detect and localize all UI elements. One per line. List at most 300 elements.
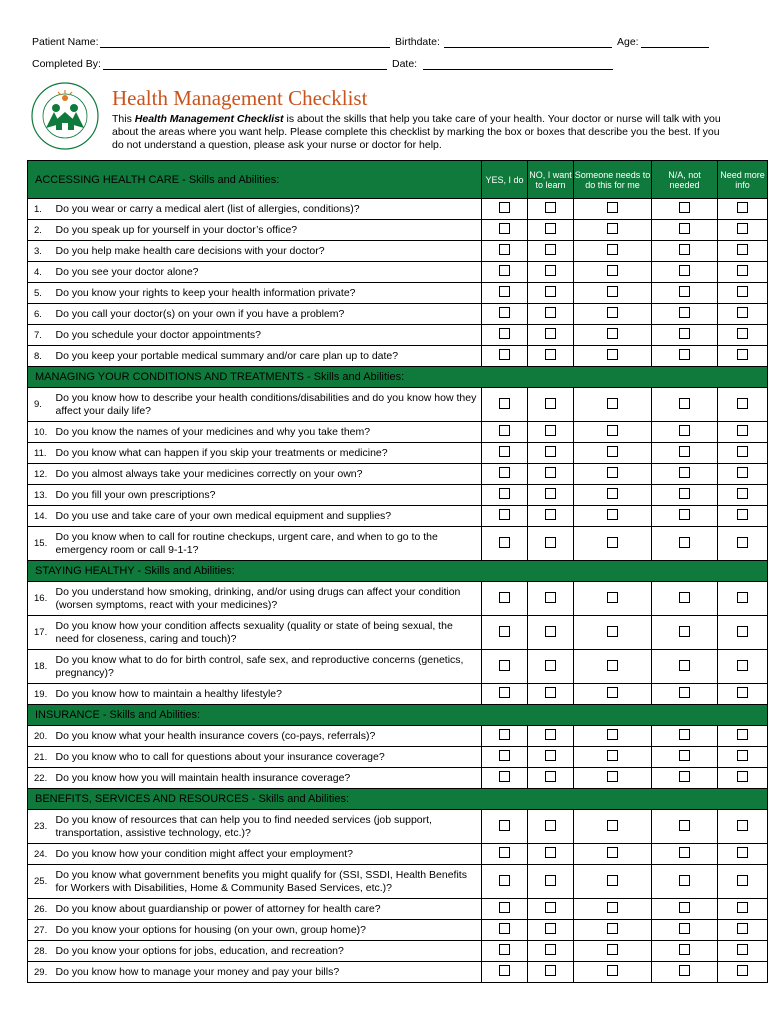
question-text: Do you use and take care of your own medical equipment and supplies? xyxy=(52,506,482,527)
answer-checkbox[interactable] xyxy=(737,425,748,436)
answer-checkbox[interactable] xyxy=(545,349,556,360)
question-number: 1. xyxy=(28,199,52,220)
answer-checkbox[interactable] xyxy=(607,509,618,520)
question-number: 15. xyxy=(28,527,52,561)
checkbox-cell xyxy=(718,582,768,616)
answer-checkbox[interactable] xyxy=(545,820,556,831)
question-text: Do you know your options for jobs, education, and recreation? xyxy=(52,941,482,962)
checkbox-cell xyxy=(718,650,768,684)
completed-by-field[interactable] xyxy=(103,69,387,70)
answer-checkbox[interactable] xyxy=(499,875,510,886)
question-text: Do you almost always take your medicines correctly on your own? xyxy=(52,464,482,485)
checkbox-cell xyxy=(574,616,652,650)
patient-name-label: Patient Name: xyxy=(32,36,99,48)
checkbox-cell xyxy=(718,422,768,443)
question-text: Do you know of resources that can help you to find needed services (job support, transportation, assistive technology, etc.)? xyxy=(52,810,482,844)
checkbox-cell xyxy=(528,865,574,899)
answer-checkbox[interactable] xyxy=(737,446,748,457)
checkbox-cell xyxy=(652,220,718,241)
question-row xyxy=(28,747,768,768)
checkbox-cell xyxy=(574,684,652,705)
answer-checkbox[interactable] xyxy=(607,425,618,436)
question-number: 9. xyxy=(28,388,52,422)
question-row xyxy=(28,283,768,304)
question-row xyxy=(28,443,768,464)
question-text: Do you know how you will maintain health insurance coverage? xyxy=(52,768,482,789)
checkbox-cell xyxy=(482,506,528,527)
checkbox-cell xyxy=(574,346,652,367)
question-number: 27. xyxy=(28,920,52,941)
checkbox-cell xyxy=(718,199,768,220)
question-number: 3. xyxy=(28,241,52,262)
checkbox-cell xyxy=(652,443,718,464)
answer-checkbox[interactable] xyxy=(499,687,510,698)
yes-column-header: YES, I do xyxy=(482,161,528,199)
answer-checkbox[interactable] xyxy=(499,537,510,548)
answer-checkbox[interactable] xyxy=(737,750,748,761)
answer-checkbox[interactable] xyxy=(737,687,748,698)
checkbox-cell xyxy=(574,941,652,962)
question-row xyxy=(28,616,768,650)
answer-checkbox[interactable] xyxy=(607,771,618,782)
answer-checkbox[interactable] xyxy=(679,328,690,339)
checkbox-cell xyxy=(574,899,652,920)
answer-checkbox[interactable] xyxy=(499,965,510,976)
question-row xyxy=(28,920,768,941)
answer-checkbox[interactable] xyxy=(737,902,748,913)
answer-checkbox[interactable] xyxy=(737,349,748,360)
answer-checkbox[interactable] xyxy=(679,750,690,761)
checkbox-cell xyxy=(482,768,528,789)
answer-checkbox[interactable] xyxy=(545,223,556,234)
answer-checkbox[interactable] xyxy=(607,847,618,858)
question-row xyxy=(28,346,768,367)
checkbox-cell xyxy=(574,650,652,684)
answer-checkbox[interactable] xyxy=(545,286,556,297)
answer-checkbox[interactable] xyxy=(545,244,556,255)
answer-checkbox[interactable] xyxy=(607,537,618,548)
answer-checkbox[interactable] xyxy=(737,944,748,955)
answer-checkbox[interactable] xyxy=(679,923,690,934)
answer-checkbox[interactable] xyxy=(499,660,510,671)
section-title: BENEFITS, SERVICES AND RESOURCES - Skills and Abilities: xyxy=(28,789,768,810)
question-text: Do you know what can happen if you skip your treatments or medicine? xyxy=(52,443,482,464)
answer-checkbox[interactable] xyxy=(607,902,618,913)
answer-checkbox[interactable] xyxy=(499,265,510,276)
answer-checkbox[interactable] xyxy=(607,750,618,761)
question-row xyxy=(28,527,768,561)
checkbox-cell xyxy=(482,485,528,506)
answer-checkbox[interactable] xyxy=(545,965,556,976)
checkbox-cell xyxy=(528,220,574,241)
answer-checkbox[interactable] xyxy=(499,509,510,520)
answer-checkbox[interactable] xyxy=(545,509,556,520)
answer-checkbox[interactable] xyxy=(607,729,618,740)
checkbox-cell xyxy=(574,304,652,325)
question-text: Do you know about guardianship or power of attorney for health care? xyxy=(52,899,482,920)
checkbox-cell xyxy=(574,920,652,941)
question-row xyxy=(28,865,768,899)
checkbox-cell xyxy=(528,747,574,768)
answer-checkbox[interactable] xyxy=(679,820,690,831)
answer-checkbox[interactable] xyxy=(607,286,618,297)
checkbox-cell xyxy=(718,304,768,325)
section-title: INSURANCE - Skills and Abilities: xyxy=(28,705,768,726)
answer-checkbox[interactable] xyxy=(679,265,690,276)
answer-checkbox[interactable] xyxy=(679,944,690,955)
checkbox-cell xyxy=(574,726,652,747)
answer-checkbox[interactable] xyxy=(499,729,510,740)
checkbox-cell xyxy=(482,220,528,241)
section-header-row xyxy=(28,789,768,810)
question-number: 5. xyxy=(28,283,52,304)
date-label: Date: xyxy=(392,58,418,70)
question-row xyxy=(28,304,768,325)
checkbox-cell xyxy=(482,844,528,865)
answer-checkbox[interactable] xyxy=(679,592,690,603)
checkbox-cell xyxy=(482,962,528,983)
section-header-row xyxy=(28,161,768,199)
checkbox-cell xyxy=(482,262,528,283)
answer-checkbox[interactable] xyxy=(737,771,748,782)
checkbox-cell xyxy=(574,443,652,464)
checkbox-cell xyxy=(574,325,652,346)
answer-checkbox[interactable] xyxy=(545,398,556,409)
question-number: 26. xyxy=(28,899,52,920)
checkbox-cell xyxy=(528,346,574,367)
answer-checkbox[interactable] xyxy=(679,875,690,886)
checkbox-cell xyxy=(652,506,718,527)
checkbox-cell xyxy=(574,844,652,865)
checkbox-cell xyxy=(652,941,718,962)
answer-checkbox[interactable] xyxy=(607,446,618,457)
checkbox-cell xyxy=(528,388,574,422)
checklist-table xyxy=(27,160,768,983)
answer-checkbox[interactable] xyxy=(607,820,618,831)
question-row xyxy=(28,582,768,616)
age-label: Age: xyxy=(617,36,639,48)
answer-checkbox[interactable] xyxy=(499,446,510,457)
question-row xyxy=(28,650,768,684)
answer-checkbox[interactable] xyxy=(679,446,690,457)
answer-checkbox[interactable] xyxy=(545,265,556,276)
checkbox-cell xyxy=(528,304,574,325)
question-row xyxy=(28,506,768,527)
answer-checkbox[interactable] xyxy=(607,965,618,976)
checkbox-cell xyxy=(574,388,652,422)
answer-checkbox[interactable] xyxy=(545,902,556,913)
answer-checkbox[interactable] xyxy=(679,626,690,637)
checkbox-cell xyxy=(718,810,768,844)
checkbox-cell xyxy=(652,485,718,506)
question-number: 14. xyxy=(28,506,52,527)
answer-checkbox[interactable] xyxy=(607,944,618,955)
answer-checkbox[interactable] xyxy=(737,537,748,548)
answer-checkbox[interactable] xyxy=(607,307,618,318)
answer-checkbox[interactable] xyxy=(499,307,510,318)
answer-checkbox[interactable] xyxy=(499,626,510,637)
answer-checkbox[interactable] xyxy=(545,687,556,698)
question-number: 11. xyxy=(28,443,52,464)
answer-checkbox[interactable] xyxy=(499,223,510,234)
answer-checkbox[interactable] xyxy=(679,223,690,234)
question-text: Do you wear or carry a medical alert (list of allergies, conditions)? xyxy=(52,199,482,220)
answer-checkbox[interactable] xyxy=(679,425,690,436)
answer-checkbox[interactable] xyxy=(737,592,748,603)
answer-checkbox[interactable] xyxy=(545,944,556,955)
answer-checkbox[interactable] xyxy=(679,902,690,913)
checkbox-cell xyxy=(652,527,718,561)
answer-checkbox[interactable] xyxy=(679,467,690,478)
question-row xyxy=(28,388,768,422)
answer-checkbox[interactable] xyxy=(737,660,748,671)
answer-checkbox[interactable] xyxy=(737,328,748,339)
answer-checkbox[interactable] xyxy=(545,537,556,548)
answer-checkbox[interactable] xyxy=(545,847,556,858)
answer-checkbox[interactable] xyxy=(499,202,510,213)
patient-name-field[interactable] xyxy=(100,47,390,48)
checkbox-cell xyxy=(652,899,718,920)
checkbox-cell xyxy=(574,199,652,220)
answer-checkbox[interactable] xyxy=(545,488,556,499)
answer-checkbox[interactable] xyxy=(545,202,556,213)
answer-checkbox[interactable] xyxy=(737,729,748,740)
answer-checkbox[interactable] xyxy=(499,328,510,339)
checkbox-cell xyxy=(574,810,652,844)
answer-checkbox[interactable] xyxy=(607,592,618,603)
checkbox-cell xyxy=(528,506,574,527)
answer-checkbox[interactable] xyxy=(737,820,748,831)
answer-checkbox[interactable] xyxy=(679,509,690,520)
section-title: MANAGING YOUR CONDITIONS AND TREATMENTS - Skills and Abilities: xyxy=(28,367,768,388)
answer-checkbox[interactable] xyxy=(737,488,748,499)
checkbox-cell xyxy=(652,422,718,443)
checkbox-cell xyxy=(652,747,718,768)
answer-checkbox[interactable] xyxy=(607,467,618,478)
checkbox-cell xyxy=(528,485,574,506)
checkbox-cell xyxy=(528,527,574,561)
answer-checkbox[interactable] xyxy=(679,286,690,297)
checkbox-cell xyxy=(482,684,528,705)
answer-checkbox[interactable] xyxy=(679,202,690,213)
answer-checkbox[interactable] xyxy=(737,965,748,976)
answer-checkbox[interactable] xyxy=(679,398,690,409)
answer-checkbox[interactable] xyxy=(679,771,690,782)
checkbox-cell xyxy=(652,844,718,865)
answer-checkbox[interactable] xyxy=(499,286,510,297)
answer-checkbox[interactable] xyxy=(545,750,556,761)
question-row xyxy=(28,262,768,283)
checkbox-cell xyxy=(718,962,768,983)
question-row xyxy=(28,941,768,962)
checkbox-cell xyxy=(482,443,528,464)
answer-checkbox[interactable] xyxy=(545,923,556,934)
answer-checkbox[interactable] xyxy=(545,425,556,436)
question-number: 18. xyxy=(28,650,52,684)
checkbox-cell xyxy=(482,747,528,768)
question-text: Do you know what your health insurance covers (co-pays, referrals)? xyxy=(52,726,482,747)
checkbox-cell xyxy=(528,726,574,747)
answer-checkbox[interactable] xyxy=(737,467,748,478)
question-number: 24. xyxy=(28,844,52,865)
checkbox-cell xyxy=(718,844,768,865)
date-field[interactable] xyxy=(423,69,613,70)
answer-checkbox[interactable] xyxy=(607,923,618,934)
checkbox-cell xyxy=(652,464,718,485)
answer-checkbox[interactable] xyxy=(737,223,748,234)
answer-checkbox[interactable] xyxy=(737,307,748,318)
question-text: Do you keep your portable medical summary and/or care plan up to date? xyxy=(52,346,482,367)
answer-checkbox[interactable] xyxy=(607,626,618,637)
question-text: Do you fill your own prescriptions? xyxy=(52,485,482,506)
answer-checkbox[interactable] xyxy=(607,223,618,234)
answer-checkbox[interactable] xyxy=(499,592,510,603)
answer-checkbox[interactable] xyxy=(607,202,618,213)
answer-checkbox[interactable] xyxy=(499,944,510,955)
answer-checkbox[interactable] xyxy=(679,687,690,698)
checkbox-cell xyxy=(574,262,652,283)
checkbox-cell xyxy=(528,283,574,304)
checkbox-cell xyxy=(482,325,528,346)
answer-checkbox[interactable] xyxy=(499,771,510,782)
answer-checkbox[interactable] xyxy=(737,875,748,886)
answer-checkbox[interactable] xyxy=(545,467,556,478)
question-row xyxy=(28,844,768,865)
checkbox-cell xyxy=(652,920,718,941)
checkbox-cell xyxy=(718,527,768,561)
checkbox-cell xyxy=(718,616,768,650)
intro-paragraph: This Health Management Checklist is about the skills that help you take care of your health. Your doctor or nurse will talk with you about the areas where you want help. Please complete this checklist by marking the box or boxes that describe you the best. If you do not understand a question, please ask your nurse or doctor for help. xyxy=(112,113,721,151)
answer-checkbox[interactable] xyxy=(679,965,690,976)
birthdate-label: Birthdate: xyxy=(395,36,440,48)
answer-checkbox[interactable] xyxy=(737,244,748,255)
checkbox-cell xyxy=(528,941,574,962)
answer-checkbox[interactable] xyxy=(679,660,690,671)
question-text: Do you know who to call for questions about your insurance coverage? xyxy=(52,747,482,768)
answer-checkbox[interactable] xyxy=(679,847,690,858)
answer-checkbox[interactable] xyxy=(737,398,748,409)
answer-checkbox[interactable] xyxy=(607,875,618,886)
answer-checkbox[interactable] xyxy=(679,349,690,360)
checkbox-cell xyxy=(574,768,652,789)
answer-checkbox[interactable] xyxy=(545,328,556,339)
question-row xyxy=(28,325,768,346)
checkbox-cell xyxy=(528,920,574,941)
answer-checkbox[interactable] xyxy=(737,265,748,276)
answer-checkbox[interactable] xyxy=(607,687,618,698)
answer-checkbox[interactable] xyxy=(679,488,690,499)
checkbox-cell xyxy=(718,241,768,262)
answer-checkbox[interactable] xyxy=(499,398,510,409)
answer-checkbox[interactable] xyxy=(737,626,748,637)
answer-checkbox[interactable] xyxy=(499,847,510,858)
checkbox-cell xyxy=(528,199,574,220)
checkbox-cell xyxy=(652,582,718,616)
checkbox-cell xyxy=(718,443,768,464)
answer-checkbox[interactable] xyxy=(679,307,690,318)
answer-checkbox[interactable] xyxy=(545,446,556,457)
answer-checkbox[interactable] xyxy=(607,265,618,276)
answer-checkbox[interactable] xyxy=(679,537,690,548)
question-number: 16. xyxy=(28,582,52,616)
question-number: 21. xyxy=(28,747,52,768)
answer-checkbox[interactable] xyxy=(737,923,748,934)
answer-checkbox[interactable] xyxy=(499,349,510,360)
checkbox-cell xyxy=(652,684,718,705)
checkbox-cell xyxy=(482,941,528,962)
checkbox-cell xyxy=(482,283,528,304)
answer-checkbox[interactable] xyxy=(607,244,618,255)
section-header-row xyxy=(28,367,768,388)
answer-checkbox[interactable] xyxy=(607,328,618,339)
section-header-row xyxy=(28,561,768,582)
answer-checkbox[interactable] xyxy=(607,398,618,409)
checkbox-cell xyxy=(652,388,718,422)
checkbox-cell xyxy=(528,844,574,865)
checkbox-cell xyxy=(718,684,768,705)
answer-checkbox[interactable] xyxy=(545,307,556,318)
answer-checkbox[interactable] xyxy=(607,660,618,671)
answer-checkbox[interactable] xyxy=(545,660,556,671)
answer-checkbox[interactable] xyxy=(499,750,510,761)
question-row xyxy=(28,768,768,789)
answer-checkbox[interactable] xyxy=(737,202,748,213)
answer-checkbox[interactable] xyxy=(545,626,556,637)
question-number: 19. xyxy=(28,684,52,705)
checkbox-cell xyxy=(652,262,718,283)
checkbox-cell xyxy=(652,865,718,899)
someone-column-header: Someone needs to do this for me xyxy=(574,161,652,199)
checkbox-cell xyxy=(718,865,768,899)
answer-checkbox[interactable] xyxy=(737,509,748,520)
answer-checkbox[interactable] xyxy=(545,875,556,886)
answer-checkbox[interactable] xyxy=(737,847,748,858)
checkbox-cell xyxy=(482,865,528,899)
checkbox-cell xyxy=(718,346,768,367)
birthdate-field[interactable] xyxy=(444,47,612,48)
question-text: Do you know how to manage your money and pay your bills? xyxy=(52,962,482,983)
answer-checkbox[interactable] xyxy=(499,820,510,831)
answer-checkbox[interactable] xyxy=(607,349,618,360)
answer-checkbox[interactable] xyxy=(607,488,618,499)
question-text: Do you help make health care decisions with your doctor? xyxy=(52,241,482,262)
age-field[interactable] xyxy=(641,47,709,48)
checkbox-cell xyxy=(718,506,768,527)
answer-checkbox[interactable] xyxy=(545,771,556,782)
answer-checkbox[interactable] xyxy=(499,923,510,934)
answer-checkbox[interactable] xyxy=(499,488,510,499)
checkbox-cell xyxy=(574,747,652,768)
answer-checkbox[interactable] xyxy=(499,244,510,255)
question-number: 7. xyxy=(28,325,52,346)
answer-checkbox[interactable] xyxy=(545,729,556,740)
question-text: Do you understand how smoking, drinking, and/or using drugs can affect your condition (worsen symptoms, react with your medicines)? xyxy=(52,582,482,616)
question-number: 29. xyxy=(28,962,52,983)
answer-checkbox[interactable] xyxy=(545,592,556,603)
answer-checkbox[interactable] xyxy=(737,286,748,297)
checkbox-cell xyxy=(528,650,574,684)
answer-checkbox[interactable] xyxy=(499,425,510,436)
question-row xyxy=(28,810,768,844)
completed-by-label: Completed By: xyxy=(32,58,101,70)
answer-checkbox[interactable] xyxy=(679,244,690,255)
answer-checkbox[interactable] xyxy=(499,467,510,478)
answer-checkbox[interactable] xyxy=(679,729,690,740)
checkbox-cell xyxy=(482,920,528,941)
answer-checkbox[interactable] xyxy=(499,902,510,913)
checkbox-cell xyxy=(482,810,528,844)
checkbox-cell xyxy=(528,422,574,443)
